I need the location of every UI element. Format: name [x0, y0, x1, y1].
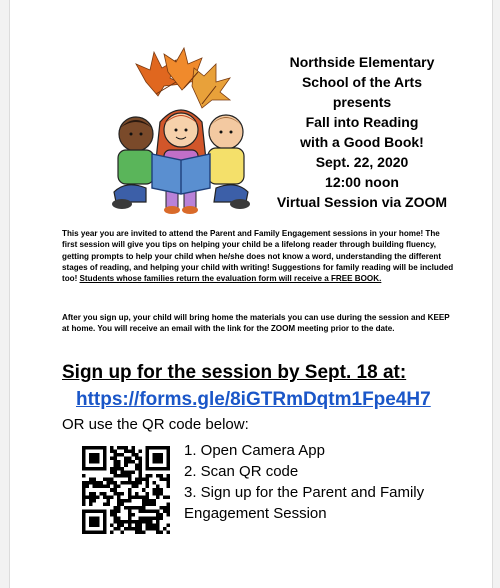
step-2: 2. Scan QR code	[184, 463, 299, 480]
qr-code-icon[interactable]	[82, 446, 170, 534]
qr-intro-text: OR use the QR code below:	[62, 416, 249, 433]
free-book-note: Students whose families return the evaluation form will receive a FREE BOOK.	[79, 274, 382, 284]
event-date: Sept. 22, 2020	[315, 154, 409, 170]
signup-heading: Sign up for the session by Sept. 18 at:	[62, 362, 407, 383]
step-3: 3. Sign up for the Parent and Family	[184, 484, 425, 501]
school-name-line-1: Northside Elementary	[289, 54, 435, 70]
children-reading-illustration	[106, 42, 256, 222]
school-name-line-2: School of the Arts	[301, 74, 423, 90]
event-venue: Virtual Session via ZOOM	[276, 194, 448, 210]
flyer-page	[9, 0, 493, 588]
event-title-block	[242, 52, 482, 212]
presents-line: presents	[332, 94, 392, 110]
invitation-text: This year you are invited to attend the Parent and Family Engagement sessions in your home! The first session will give you tips on helping your child be a lifelong reader through building fluency, getting prompts to help your child when he/she does not know a word, understanding the different stages of reading, and helping your child with writing! Suggestions for family reading will be included too!	[62, 229, 454, 284]
autumn-leaves-icon	[136, 48, 230, 108]
event-name-line-1: Fall into Reading	[305, 114, 419, 130]
event-name-line-2: with a Good Book!	[300, 134, 424, 150]
signup-steps-list	[184, 440, 484, 524]
step-1: 1. Open Camera App	[184, 442, 325, 459]
signup-form-link[interactable]: https://forms.gle/8iGTRmDqtm1Fpe4H7	[76, 389, 431, 410]
materials-paragraph: After you sign up, your child will bring home the materials you can use during the session and KEEP at home. You will receive an email with the link for the ZOOM meeting prior to the date.	[62, 313, 450, 334]
children-reading-icon	[112, 110, 250, 214]
step-3-continued: Engagement Session	[184, 505, 327, 522]
event-time: 12:00 noon	[325, 174, 399, 190]
invitation-paragraph	[62, 228, 454, 284]
